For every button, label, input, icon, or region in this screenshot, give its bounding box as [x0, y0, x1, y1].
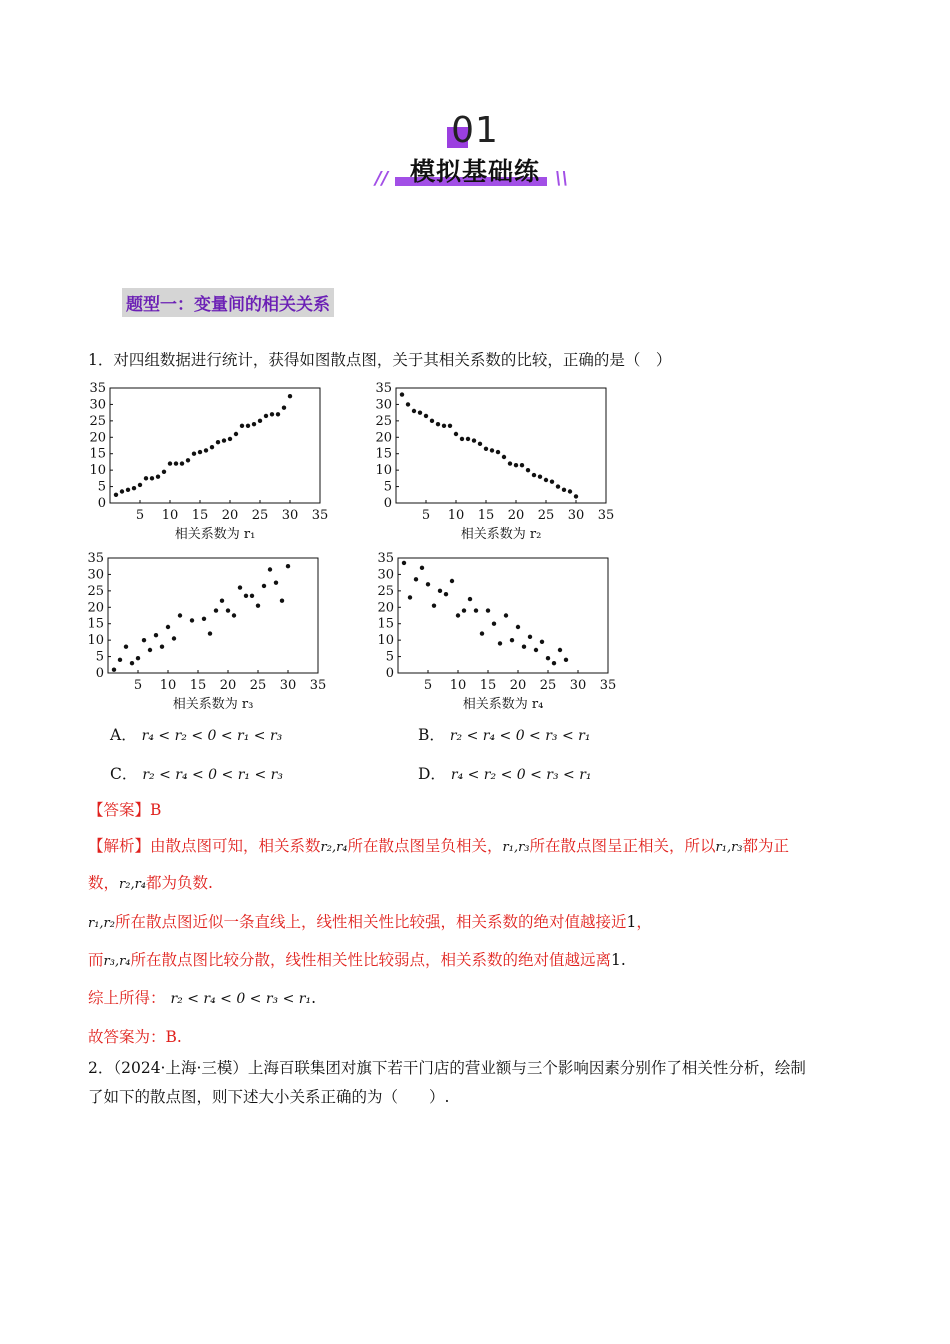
scatter-point: [150, 476, 154, 480]
plot-frame: [398, 558, 608, 673]
scatter-point: [160, 645, 164, 649]
y-tick-label: 25: [89, 413, 106, 429]
y-tick-label: 35: [89, 381, 106, 396]
option-a[interactable]: [110, 725, 282, 746]
scatter-point: [514, 463, 518, 467]
y-tick-label: 35: [375, 381, 392, 396]
scatter-plot-r2: [368, 380, 628, 549]
analysis-expr: r₃,r₄: [103, 954, 131, 969]
analysis-expr: r₂,r₄: [320, 840, 348, 855]
y-tick-label: 5: [97, 479, 106, 495]
x-tick-label: 15: [191, 508, 209, 523]
x-tick-label: 25: [539, 678, 557, 693]
scatter-point: [214, 608, 218, 612]
scatter-point: [246, 424, 250, 428]
scatter-point: [496, 450, 500, 454]
scatter-point: [538, 475, 542, 479]
option-d-expr: r₄ < r₂ < 0 < r₃ < r₁: [450, 767, 592, 783]
scatter-point: [268, 567, 272, 571]
scatter-point: [564, 658, 568, 662]
analysis-line-4: [88, 950, 626, 972]
scatter-point: [174, 461, 178, 465]
x-tick-label: 5: [133, 678, 143, 693]
plot-frame: [108, 558, 318, 673]
scatter-point: [486, 608, 490, 612]
analysis-expr: r₂,r₄: [119, 877, 146, 892]
scatter-point: [226, 608, 230, 612]
y-tick-label: 20: [87, 600, 104, 616]
section-number: 01: [451, 110, 499, 151]
y-tick-label: 25: [87, 583, 104, 599]
scatter-point: [568, 489, 572, 493]
scatter-point: [138, 483, 142, 487]
scatter-point: [574, 494, 578, 498]
x-tick-label: 10: [159, 678, 177, 693]
analysis-line-2: [88, 873, 213, 895]
left-slash-decoration: //: [375, 168, 389, 189]
scatter-point: [208, 631, 212, 635]
scatter-point: [178, 613, 182, 617]
scatter-point: [420, 566, 424, 570]
summary-label: 综上所得：: [88, 989, 166, 1007]
scatter-point: [444, 592, 448, 596]
scatter-point: [450, 579, 454, 583]
analysis-text: 所在散点图呈正相关，所以: [529, 837, 716, 855]
scatter-point: [532, 473, 536, 477]
analysis-line-3: [88, 912, 652, 934]
option-c-expr: r₂ < r₄ < 0 < r₁ < r₃: [142, 767, 283, 783]
scatter-point: [156, 475, 160, 479]
y-tick-label: 10: [87, 633, 104, 649]
scatter-point: [546, 656, 550, 660]
scatter-point: [556, 484, 560, 488]
scatter-point: [238, 585, 242, 589]
analysis-final: 故答案为：B.: [88, 1028, 182, 1046]
option-d-label: D．: [418, 765, 446, 783]
summary-end: .: [311, 989, 317, 1007]
scatter-point: [418, 410, 422, 414]
y-tick-label: 0: [383, 496, 392, 511]
scatter-point: [136, 656, 140, 660]
scatter-point: [220, 599, 224, 603]
scatter-point: [408, 595, 412, 599]
scatter-point: [466, 437, 470, 441]
x-tick-label: 15: [477, 508, 495, 523]
scatter-point: [282, 406, 286, 410]
analysis-expr: 1: [611, 951, 621, 969]
x-tick-label: 20: [219, 678, 237, 693]
x-tick-label: 5: [423, 678, 433, 693]
scatter-point: [400, 392, 404, 396]
scatter-point: [402, 561, 406, 565]
scatter-point: [430, 419, 434, 423]
y-tick-label: 35: [87, 551, 104, 566]
y-tick-label: 15: [87, 616, 104, 632]
scatter-point: [180, 461, 184, 465]
scatter-point: [552, 661, 556, 665]
scatter-plot-r4: [370, 550, 630, 719]
y-tick-label: 5: [383, 479, 392, 495]
scatter-point: [456, 613, 460, 617]
x-tick-label: 5: [421, 508, 431, 523]
scatter-point: [550, 479, 554, 483]
analysis-expr: r₁,r₂: [88, 916, 115, 931]
right-slash-decoration: \\: [555, 168, 569, 189]
scatter-point: [454, 432, 458, 436]
analysis-text: 数，: [88, 874, 120, 892]
y-tick-label: 15: [375, 446, 392, 462]
scatter-point: [126, 488, 130, 492]
analysis-summary: [88, 988, 316, 1009]
option-a-expr: r₄ < r₂ < 0 < r₁ < r₃: [141, 728, 283, 744]
scatter-plot-r1: [82, 380, 342, 549]
analysis-label: 【解析】: [88, 837, 151, 855]
scatter-point: [244, 594, 248, 598]
scatter-point: [276, 412, 280, 416]
x-tick-label: 25: [249, 678, 267, 693]
scatter-point: [528, 635, 532, 639]
scatter-point: [118, 658, 122, 662]
x-tick-label: 5: [135, 508, 145, 523]
scatter-point: [492, 622, 496, 626]
option-a-label: A．: [110, 726, 137, 744]
y-tick-label: 30: [89, 397, 106, 413]
scatter-point: [232, 613, 236, 617]
scatter-point: [474, 608, 478, 612]
y-tick-label: 30: [87, 567, 104, 583]
scatter-point: [558, 648, 562, 652]
scatter-point: [406, 402, 410, 406]
scatter-point: [442, 424, 446, 428]
x-tick-label: 35: [597, 508, 615, 523]
scatter-point: [432, 603, 436, 607]
scatter-point: [502, 455, 506, 459]
scatter-point: [544, 478, 548, 482]
scatter-point: [228, 437, 232, 441]
x-axis-label: 相关系数为 r₂: [460, 527, 542, 542]
y-tick-label: 35: [377, 551, 394, 566]
scatter-point: [414, 577, 418, 581]
x-tick-label: 25: [251, 508, 269, 523]
q2-line-1: 2．（2024·上海·三模）上海百联集团对旗下若干门店的营业额与三个影响因素分别作了相关性分析，绘制: [88, 1059, 806, 1077]
scatter-point: [478, 442, 482, 446]
y-tick-label: 20: [375, 430, 392, 446]
analysis-text: 所在散点图近似一条直线上，线性相关性比较强，相关系数的绝对值越接近: [114, 913, 627, 931]
scatter-point: [216, 440, 220, 444]
scatter-point: [412, 409, 416, 413]
x-axis-label: 相关系数为 r₄: [462, 697, 544, 712]
scatter-point: [142, 638, 146, 642]
scatter-point: [192, 452, 196, 456]
analysis-text: 由散点图可知，相关系数: [150, 837, 321, 855]
summary-expr: r₂ < r₄ < 0 < r₃ < r₁: [170, 991, 312, 1007]
scatter-point: [210, 445, 214, 449]
analysis-text: 都为正: [742, 837, 790, 855]
scatter-point: [148, 648, 152, 652]
y-tick-label: 5: [95, 649, 104, 665]
option-d[interactable]: [418, 764, 592, 785]
scatter-point: [172, 636, 176, 640]
scatter-point: [534, 648, 538, 652]
scatter-point: [204, 448, 208, 452]
scatter-point: [198, 450, 202, 454]
scatter-point: [540, 640, 544, 644]
scatter-point: [120, 489, 124, 493]
scatter-point: [222, 438, 226, 442]
scatter-point: [202, 617, 206, 621]
y-tick-label: 25: [375, 413, 392, 429]
scatter-point: [436, 422, 440, 426]
analysis-text: .: [620, 951, 626, 969]
y-tick-label: 15: [89, 446, 106, 462]
analysis-expr: r₁,r₃: [715, 840, 743, 855]
y-tick-label: 10: [375, 463, 392, 479]
scatter-point: [522, 645, 526, 649]
option-b-expr: r₂ < r₄ < 0 < r₃ < r₁: [449, 728, 591, 744]
analysis-text: 而: [88, 951, 104, 969]
scatter-point: [504, 613, 508, 617]
x-tick-label: 20: [507, 508, 525, 523]
x-tick-label: 30: [567, 508, 585, 523]
analysis-expr: 1: [626, 913, 637, 931]
x-tick-label: 35: [309, 678, 327, 693]
scatter-point: [270, 412, 274, 416]
x-axis-label: 相关系数为 r₃: [172, 697, 254, 712]
scatter-point: [186, 458, 190, 462]
scatter-point: [424, 414, 428, 418]
scatter-point: [426, 582, 430, 586]
scatter-point: [516, 625, 520, 629]
scatter-point: [258, 419, 262, 423]
option-b-label: B．: [418, 726, 445, 744]
q1-stem: 1．对四组数据进行统计，获得如图散点图，关于其相关系数的比较，正确的是（ ）: [88, 351, 672, 369]
q2-line-2: 了如下的散点图，则下述大小关系正确的为（ ）.: [88, 1088, 450, 1106]
scatter-point: [490, 448, 494, 452]
scatter-point: [130, 661, 134, 665]
y-tick-label: 20: [377, 600, 394, 616]
x-tick-label: 10: [161, 508, 179, 523]
y-tick-label: 30: [375, 397, 392, 413]
scatter-point: [168, 461, 172, 465]
scatter-point: [562, 488, 566, 492]
y-tick-label: 10: [89, 463, 106, 479]
scatter-point: [274, 580, 278, 584]
x-tick-label: 15: [479, 678, 497, 693]
x-tick-label: 20: [221, 508, 239, 523]
x-tick-label: 10: [447, 508, 465, 523]
scatter-point: [234, 432, 238, 436]
scatter-point: [508, 461, 512, 465]
scatter-point: [472, 438, 476, 442]
q1-answer: 【答案】B: [88, 801, 162, 819]
option-c[interactable]: [110, 764, 283, 785]
scatter-point: [144, 476, 148, 480]
scatter-point: [498, 641, 502, 645]
y-tick-label: 15: [377, 616, 394, 632]
y-tick-label: 0: [385, 666, 394, 681]
x-tick-label: 10: [449, 678, 467, 693]
y-tick-label: 30: [377, 567, 394, 583]
scatter-point: [240, 424, 244, 428]
x-axis-label: 相关系数为 r₁: [174, 527, 256, 542]
scatter-point: [480, 631, 484, 635]
scatter-point: [460, 437, 464, 441]
x-tick-label: 30: [281, 508, 299, 523]
scatter-point: [526, 468, 530, 472]
option-c-label: C．: [110, 765, 138, 783]
scatter-point: [250, 594, 254, 598]
x-tick-label: 25: [537, 508, 555, 523]
scatter-point: [114, 493, 118, 497]
scatter-point: [162, 470, 166, 474]
y-tick-label: 10: [377, 633, 394, 649]
y-tick-label: 0: [95, 666, 104, 681]
scatter-point: [286, 564, 290, 568]
option-b[interactable]: [418, 725, 590, 746]
analysis-text: 所在散点图呈负相关，: [347, 837, 503, 855]
y-tick-label: 5: [385, 649, 394, 665]
analysis-text: 所在散点图比较分散，线性相关性比较弱点，相关系数的绝对值越远离: [130, 951, 612, 969]
page-title: 模拟基础练: [409, 157, 540, 186]
scatter-point: [288, 394, 292, 398]
scatter-plot-r3: [80, 550, 340, 719]
scatter-point: [124, 645, 128, 649]
x-tick-label: 35: [599, 678, 617, 693]
scatter-point: [438, 589, 442, 593]
section-heading: 题型一：变量间的相关关系: [122, 288, 334, 317]
scatter-point: [280, 599, 284, 603]
scatter-point: [510, 638, 514, 642]
scatter-point: [484, 447, 488, 451]
scatter-point: [166, 625, 170, 629]
analysis-expr: r₁,r₃: [502, 840, 530, 855]
scatter-point: [520, 463, 524, 467]
scatter-point: [132, 486, 136, 490]
scatter-point: [468, 597, 472, 601]
analysis-line-1: [88, 836, 789, 858]
scatter-point: [256, 603, 260, 607]
x-tick-label: 30: [279, 678, 297, 693]
scatter-point: [112, 668, 116, 672]
scatter-point: [252, 422, 256, 426]
scatter-point: [262, 584, 266, 588]
scatter-point: [448, 424, 452, 428]
x-tick-label: 20: [509, 678, 527, 693]
scatter-point: [264, 414, 268, 418]
scatter-point: [462, 608, 466, 612]
y-tick-label: 25: [377, 583, 394, 599]
y-tick-label: 20: [89, 430, 106, 446]
y-tick-label: 0: [97, 496, 106, 511]
scatter-point: [154, 633, 158, 637]
analysis-text: 都为负数.: [146, 874, 213, 892]
x-tick-label: 15: [189, 678, 207, 693]
plot-frame: [396, 388, 606, 503]
scatter-point: [190, 618, 194, 622]
x-tick-label: 30: [569, 678, 587, 693]
analysis-text: ，: [636, 913, 652, 931]
x-tick-label: 35: [311, 508, 329, 523]
